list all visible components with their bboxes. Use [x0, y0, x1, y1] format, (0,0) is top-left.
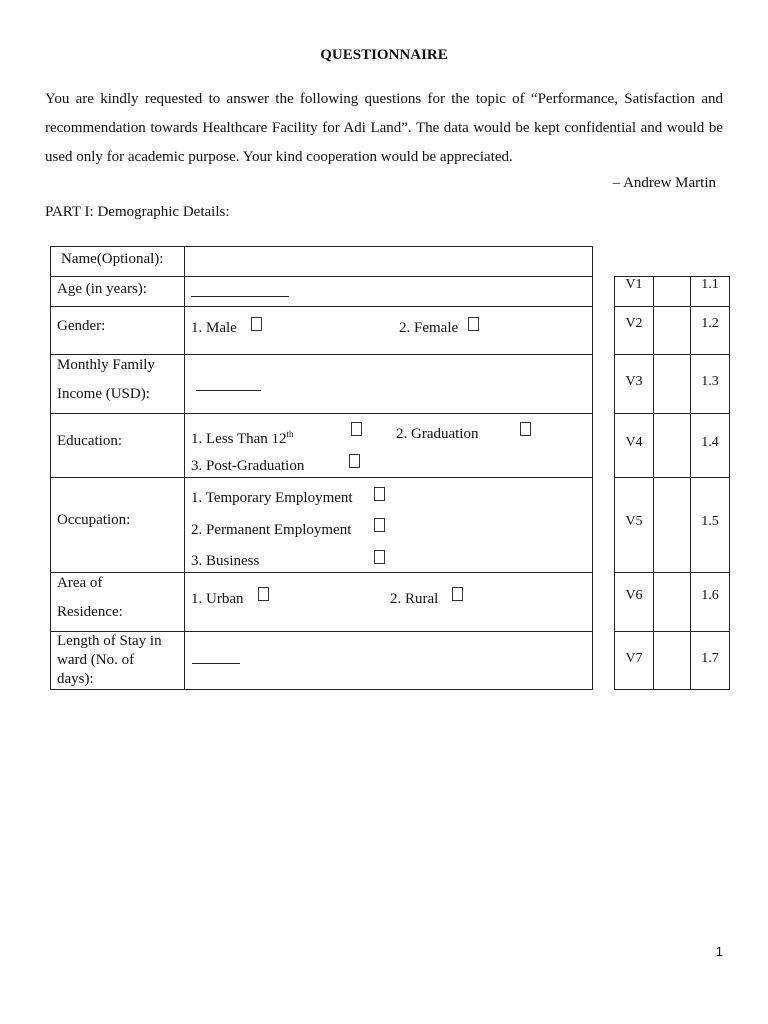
name-label: Name(Optional): — [61, 251, 164, 267]
author-signature: – Andrew Martin — [612, 175, 716, 191]
intro-paragraph: You are kindly requested to answer the following questions for the topic of “Performance, Satisfaction and recommendation towards Healthcare Facility for Adi Land”. The data would be kept confidential and would be used only for academic purpose. Your kind cooperation would be appreciated. — [45, 91, 723, 165]
code-var-v3: V3 — [625, 374, 643, 389]
income-label-cell — [50, 354, 185, 414]
gender-male-label: 1. Male — [191, 320, 237, 336]
code-var-v1: V1 — [625, 277, 643, 292]
code-num-1-1: 1.1 — [701, 277, 719, 292]
gender-label: Gender: — [57, 318, 106, 334]
residence-rural-checkbox[interactable] — [452, 587, 463, 601]
education-graduation-label: 2. Graduation — [396, 426, 479, 442]
stay-label-line2: ward (No. of — [57, 652, 135, 668]
stay-blank-line[interactable] — [192, 663, 240, 664]
code-num-1-6: 1.6 — [701, 588, 719, 603]
code-var-v4: V4 — [625, 435, 643, 450]
code-divider-1 — [653, 276, 654, 690]
code-num-1-3: 1.3 — [701, 374, 719, 389]
education-superscript: th — [286, 429, 294, 439]
education-post-graduation-label: 3. Post-Graduation — [191, 458, 305, 474]
income-label-line1: Monthly Family — [57, 357, 155, 373]
occupation-business-checkbox[interactable] — [374, 550, 385, 564]
education-label-cell — [50, 413, 185, 478]
code-var-v7: V7 — [625, 651, 643, 666]
stay-input-cell[interactable] — [184, 631, 593, 690]
occupation-temporary-label: 1. Temporary Employment — [191, 490, 353, 506]
gender-male-checkbox[interactable] — [251, 317, 262, 331]
income-blank-line[interactable] — [196, 390, 261, 391]
education-less-than-12-checkbox[interactable] — [351, 422, 362, 436]
income-input-cell[interactable] — [184, 354, 593, 414]
gender-female-label: 2. Female — [399, 320, 459, 336]
stay-label-line1: Length of Stay in — [57, 633, 162, 649]
gender-label-cell — [50, 306, 185, 355]
code-num-1-2: 1.2 — [701, 316, 719, 331]
code-var-v5: V5 — [625, 514, 643, 529]
residence-label-line1: Area of — [57, 575, 103, 591]
name-label-cell — [50, 246, 185, 277]
name-input-cell[interactable] — [184, 246, 593, 277]
age-label-cell — [50, 276, 185, 307]
part-heading: PART I: Demographic Details: — [45, 204, 230, 220]
stay-label-cell — [50, 631, 185, 690]
education-label: Education: — [57, 433, 122, 449]
occupation-temporary-checkbox[interactable] — [374, 487, 385, 501]
residence-options-cell — [184, 572, 593, 632]
code-num-1-7: 1.7 — [701, 651, 719, 666]
page-number: 1 — [715, 944, 723, 959]
age-blank-line[interactable] — [191, 296, 289, 297]
occupation-label-cell — [50, 477, 185, 573]
residence-urban-label: 1. Urban — [191, 591, 244, 607]
code-var-v2: V2 — [625, 316, 643, 331]
occupation-label: Occupation: — [57, 512, 131, 528]
code-divider-2 — [690, 276, 691, 690]
education-post-graduation-checkbox[interactable] — [349, 454, 360, 468]
age-input-cell[interactable] — [184, 276, 593, 307]
education-graduation-checkbox[interactable] — [520, 422, 531, 436]
code-var-v6: V6 — [625, 588, 643, 603]
gender-female-checkbox[interactable] — [468, 317, 479, 331]
gender-options-cell — [184, 306, 593, 355]
occupation-options-cell — [184, 477, 593, 573]
education-options-cell — [184, 413, 593, 478]
occupation-permanent-label: 2. Permanent Employment — [191, 522, 352, 538]
residence-rural-label: 2. Rural — [390, 591, 439, 607]
document-title: QUESTIONNAIRE — [320, 47, 448, 63]
age-label: Age (in years): — [57, 281, 147, 297]
income-label-line2: Income (USD): — [57, 386, 150, 402]
code-num-1-5: 1.5 — [701, 514, 719, 529]
occupation-permanent-checkbox[interactable] — [374, 518, 385, 532]
residence-label-line2: Residence: — [57, 604, 123, 620]
code-num-1-4: 1.4 — [701, 435, 719, 450]
education-less-than-12-text: 1. Less Than 12 — [191, 431, 287, 447]
occupation-business-label: 3. Business — [191, 553, 260, 569]
residence-label-cell — [50, 572, 185, 632]
stay-label-line3: days): — [57, 671, 94, 687]
residence-urban-checkbox[interactable] — [258, 587, 269, 601]
education-less-than-12-label — [191, 424, 294, 449]
